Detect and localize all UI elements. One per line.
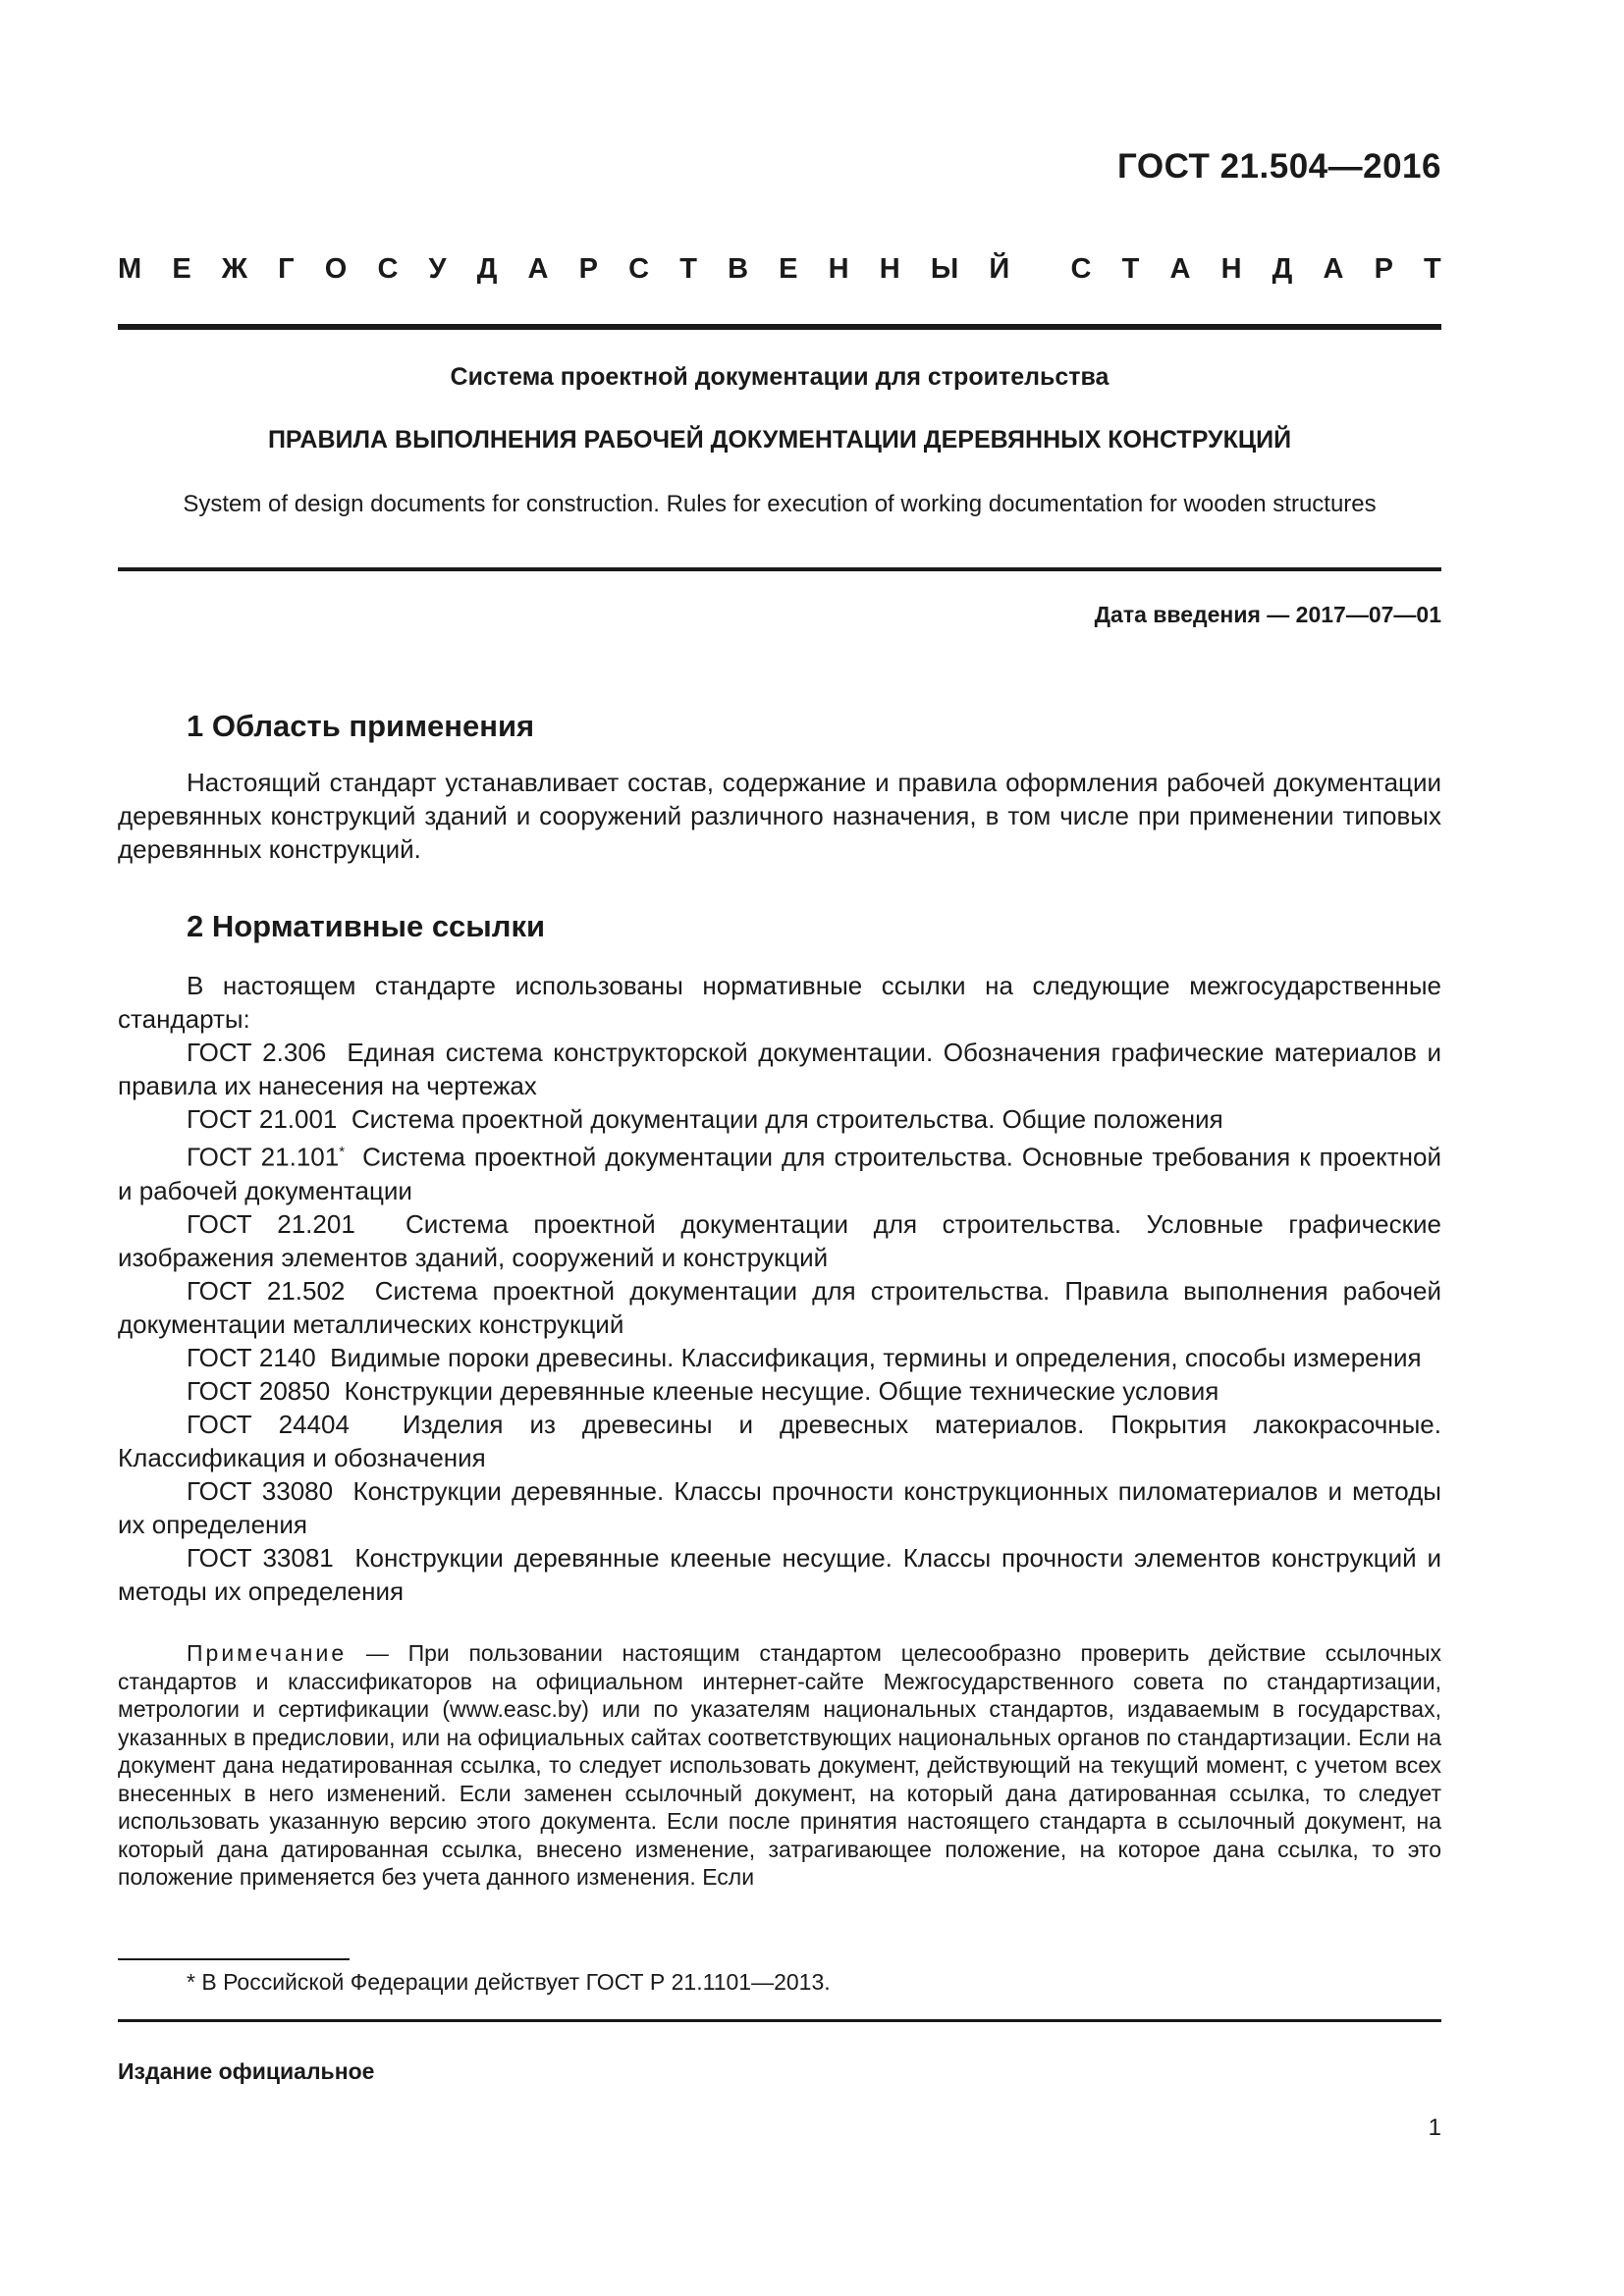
interstate-letter: Н [879,253,900,285]
interstate-letter: С [1070,253,1092,285]
section-1-heading: 1 Область применения [187,709,535,743]
reference-code: ГОСТ 21.502 [187,1275,346,1306]
interstate-letter: Р [578,253,598,285]
footer-divider [118,2019,1441,2022]
system-title: Система проектной документации для строительства [450,363,1110,391]
reference-item [118,1036,1449,1102]
reference-text: Конструкции деревянные. Классы прочности конструкционных пиломатериалов и методы их определения [118,1475,1449,1539]
section-2-heading: 2 Нормативные ссылки [187,909,546,943]
footnote-mark: * [339,1144,346,1160]
references-intro: В настоящем стандарте использованы нормативные ссылки на следующие межгосударственные стандарты: [118,971,1441,1034]
interstate-letter: Е [779,253,798,285]
normative-references [118,969,1449,1608]
reference-list [118,1036,1449,1608]
interstate-letter: Н [1220,253,1242,285]
reference-code: ГОСТ 2140 [187,1342,316,1372]
reference-item [118,1541,1449,1608]
reference-code: ГОСТ 21.201 [187,1208,355,1239]
reference-text: Единая система конструкторской документации. Обозначения графические материалов и правила их нанесения на чертежах [118,1038,1449,1100]
interstate-letter: А [1323,253,1344,285]
interstate-letter: Т [679,253,697,285]
interstate-letter: Г [278,253,295,285]
interstate-letter: Н [828,253,849,285]
interstate-letter: А [1169,253,1191,285]
reference-text: Изделия из древесины и древесных материалов. Покрытия лакокрасочные. Классификация и обозначения [118,1409,1449,1472]
interstate-letter: М [118,253,142,285]
interstate-letter: Е [172,253,191,285]
interstate-letter: У [428,253,447,285]
reference-item [118,1374,1441,1408]
interstate-letter: Й [989,253,1010,285]
reference-item [118,1207,1449,1274]
reference-text: Система проектной документации для строительства. Условные графические изображения элементов зданий, сооружений и конструкций [118,1208,1449,1272]
interstate-letter: Т [1121,253,1140,285]
interstate-letter: Ы [930,253,959,285]
reference-text: Система проектной документации для строительства. Основные требования к проектной и рабочей документации [118,1142,1449,1205]
interstate-letter: Д [1272,253,1293,285]
interstate-letter: Д [476,253,498,285]
reference-item [118,1341,1441,1374]
footnote-divider [118,1958,350,1960]
header-divider [118,324,1441,330]
reference-text: Видимые пороки древесины. Классификация, термины и определения, способы измерения [315,1342,1422,1372]
reference-code: ГОСТ 2.306 [187,1038,327,1067]
footnote: * В Российской Федерации действует ГОСТ Р 21.1101—2013. [187,1969,831,1995]
reference-code: ГОСТ 33081 [187,1542,334,1573]
interstate-letter: О [324,253,348,285]
document-title: ПРАВИЛА ВЫПОЛНЕНИЯ РАБОЧЕЙ ДОКУМЕНТАЦИИ ДЕРЕВЯННЫХ КОНСТРУКЦИЙ [267,426,1292,454]
reference-code: ГОСТ 21.101 [187,1142,340,1172]
reference-code: ГОСТ 24404 [187,1409,350,1439]
reference-code: ГОСТ 33080 [187,1475,334,1506]
interstate-letter: В [728,253,749,285]
reference-text: Система проектной документации для строительства. Общие положения [337,1104,1223,1134]
interstate-letter: Т [1424,253,1441,285]
reference-text: Конструкции деревянные клееные несущие. Общие технические условия [330,1375,1219,1406]
interstate-letter: Ж [221,253,248,285]
reference-item [118,1136,1449,1207]
note-text: — При пользовании настоящим стандартом целесообразно проверить действие ссылочных стандартов и классификаторов на официальном интернет-сайте Межгосударственного совета по стандартизации, метрологии и сертификации (www.easc.by) или по указателям национальных стандартов, издаваемым в государствах, указанных в предисловии, или на официальных сайтах соответствующих национальных органов по стандартизации. Если на документ дана недатированная ссылка, то следует использовать документ, действующий на текущий момент, с учетом всех внесенных в него изменений. Если заменен ссылочный документ, на который дана датированная ссылка, то следует использовать указанную версию этого документа. Если после принятия настоящего стандарта в ссылочный документ, на который дана датированная ссылка, внесено изменение, затрагивающее положение, на которое дана ссылка, то это положение применяется без учета данного изменения. Если [118,1640,1441,1890]
interstate-letter: С [628,253,650,285]
section-1-paragraph: Настоящий стандарт устанавливает состав, содержание и правила оформления рабочей документации деревянных конструкций зданий и сооружений различного назначения, в том числе при применении типовых деревянных конструкций. [118,768,1441,864]
reference-item [118,1274,1449,1341]
introduction-date: Дата введения — 2017—07—01 [1094,602,1441,627]
reference-text: Система проектной документации для строительства. Правила выполнения рабочей документации металлических конструкций [118,1275,1449,1339]
interstate-letter: А [527,253,549,285]
note-label: Примечание [187,1640,348,1666]
reference-code: ГОСТ 21.001 [187,1104,338,1134]
page-number: 1 [1428,2114,1441,2141]
note-block [118,1639,1441,1892]
reference-item [118,1408,1449,1474]
interstate-standard-label [118,253,1441,286]
interstate-letter: Р [1374,253,1393,285]
title-divider [118,567,1441,571]
reference-code: ГОСТ 20850 [187,1375,331,1406]
standard-designation: ГОСТ 21.504—2016 [1116,147,1441,186]
reference-item [118,1102,1441,1136]
reference-item [118,1474,1449,1541]
english-title: System of design documents for construction. Rules for execution of working documentation for wooden structures [183,491,1377,517]
interstate-letter: С [377,253,399,285]
section-1-text [118,766,1441,866]
official-edition-label: Издание официальное [118,2058,375,2084]
reference-text: Конструкции деревянные клееные несущие. Классы прочности элементов конструкций и методы их определения [118,1542,1449,1606]
